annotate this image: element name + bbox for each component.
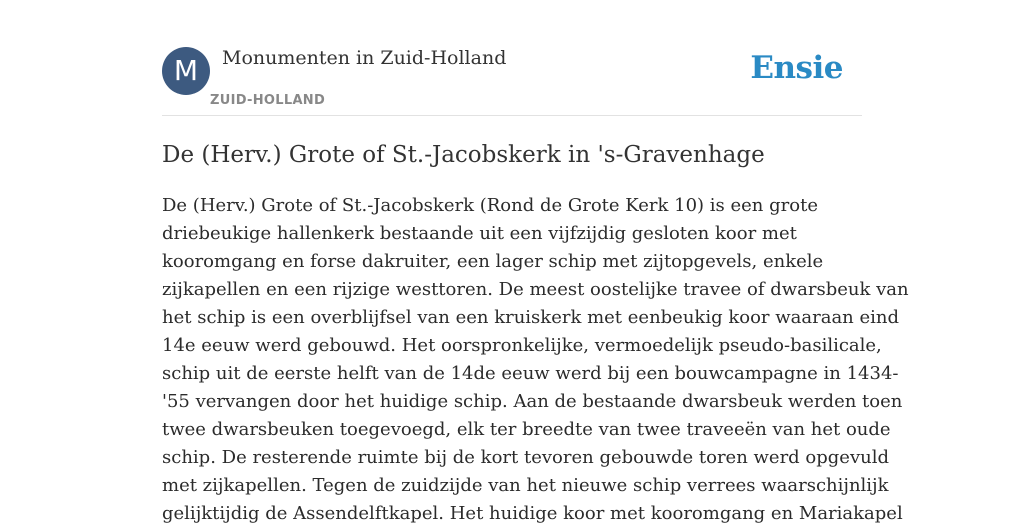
- body-line: schip. De resterende ruimte bij de kort tevoren gebouwde toren werd opgevuld: [162, 447, 889, 468]
- body-line: gelijktijdig de Assendelftkapel. Het huidige koor met kooromgang en Mariakapel: [162, 503, 903, 524]
- body-line: schip uit de eerste helft van de 14de eeuw werd bij een bouwcampagne in 1434-: [162, 363, 899, 384]
- body-line: 14e eeuw werd gebouwd. Het oorspronkelijke, vermoedelijk pseudo-basilicale,: [162, 335, 882, 356]
- body-line: driebeukige hallenkerk bestaande uit een vijfzijdig gesloten koor met: [162, 223, 797, 244]
- ensie-logo[interactable]: Ensie: [750, 50, 843, 86]
- body-line: '55 vervangen door het huidige schip. Aan de bestaande dwarsbeuk werden toen: [162, 391, 903, 412]
- article-body: [162, 192, 909, 528]
- body-line: het schip is een overblijfsel van een kruiskerk met eenbeukig koor waaraan eind: [162, 307, 900, 328]
- body-line: met zijkapellen. Tegen de zuidzijde van het nieuwe schip verrees waarschijnlijk: [162, 475, 889, 496]
- body-line: twee dwarsbeuken toegevoegd, elk ter breedte van twee traveeën van het oude: [162, 419, 891, 440]
- publication-avatar[interactable]: M: [162, 47, 210, 95]
- region-label[interactable]: ZUID-HOLLAND: [210, 93, 326, 108]
- body-line: De (Herv.) Grote of St.-Jacobskerk (Rond de Grote Kerk 10) is een grote: [162, 195, 818, 216]
- body-line: zijkapellen en een rijzige westtoren. De meest oostelijke travee of dwarsbeuk van: [162, 279, 909, 300]
- publication-title[interactable]: Monumenten in Zuid-Holland: [222, 47, 507, 69]
- body-line: kooromgang en forse dakruiter, een lager schip met zijtopgevels, enkele: [162, 251, 824, 272]
- article-title: De (Herv.) Grote of St.-Jacobskerk in 's-Gravenhage: [162, 142, 765, 168]
- header-divider: [162, 115, 862, 116]
